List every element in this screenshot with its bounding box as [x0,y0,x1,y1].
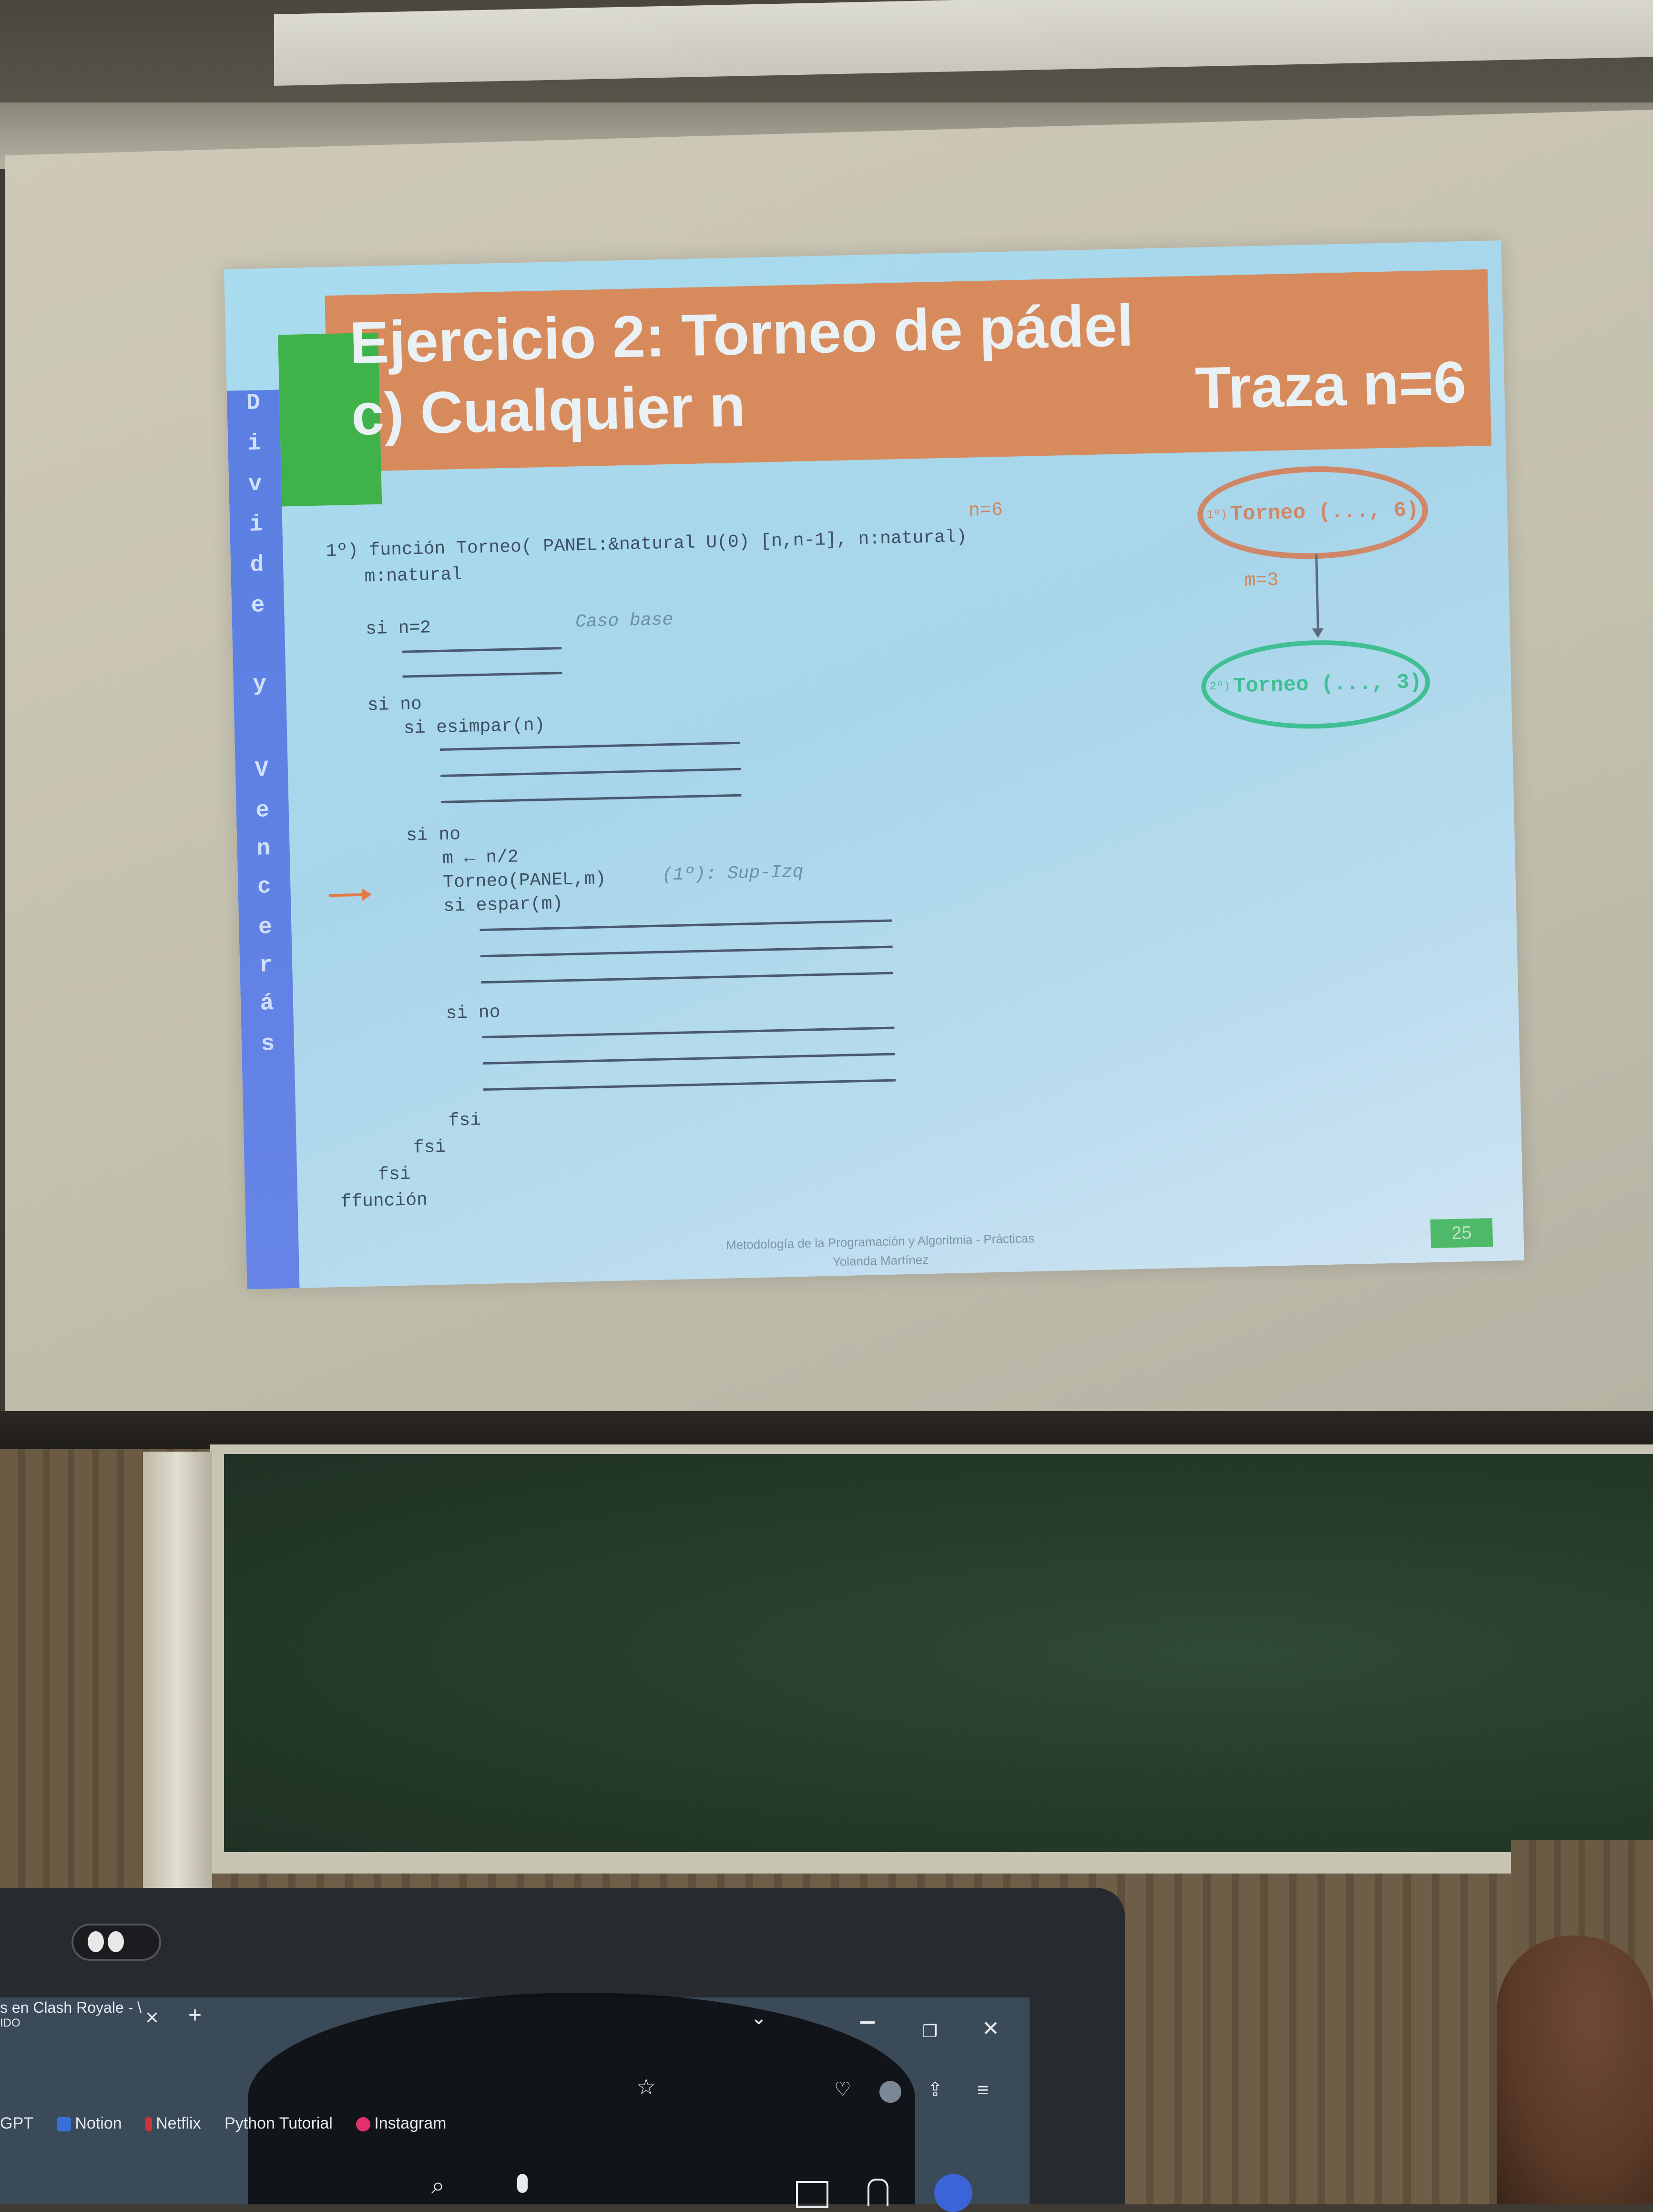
projected-slide [224,240,1524,1289]
sidebar-letter: y [252,671,267,697]
close-window-icon[interactable]: ✕ [982,2017,1000,2040]
sidebar-letter: s [260,1031,275,1057]
tree-edge [1315,554,1319,633]
sidebar-letter: e [251,593,265,619]
bookmark-gpt[interactable]: GPT [0,2114,33,2132]
netflix-icon [145,2117,152,2131]
avatar[interactable] [934,2174,972,2212]
code-else: si no [406,824,461,846]
blank-line [402,672,562,678]
blank-line [480,946,893,958]
edge-label: m=3 [1244,569,1279,592]
sidebar-letter: c [257,874,272,900]
profile-icon[interactable] [879,2081,901,2103]
bookmark-python-tutorial[interactable]: Python Tutorial [224,2114,333,2132]
code-fsi: fsi [378,1164,411,1186]
code-if-even: si espar(m) [443,893,563,917]
webcam-cover [71,1924,161,1961]
code-var: m:natural [364,564,463,587]
chevron-down-icon[interactable]: ⌄ [751,2007,767,2028]
sidebar-letter: d [250,552,265,578]
pocket-icon[interactable]: ♡ [834,2079,851,2100]
search-icon[interactable]: ⌕ [431,2172,445,2199]
sidebar-letter: i [247,430,262,457]
blank-line [480,920,892,932]
slide-subtitle: c) Cualquier n [350,373,746,448]
code-call: Torneo(PANEL,m) [442,869,606,893]
microphone-icon[interactable] [517,2174,528,2193]
code-else: si no [367,694,422,716]
blank-line [402,647,561,653]
blank-line [483,1053,895,1065]
notion-icon [57,2117,71,2131]
extensions-icon[interactable]: ⇪ [927,2079,943,2100]
tree-node-torneo-3 [1200,638,1431,731]
blank-line [482,1027,895,1039]
blank-line [481,972,893,984]
sidebar-letter: r [259,952,274,979]
blank-line [440,768,741,777]
bookmark-netflix[interactable]: Netflix [145,2114,201,2132]
slide-footer [570,1225,1190,1277]
node-prefix: 2º) [1209,680,1231,694]
bookmark-notion[interactable]: Notion [57,2114,122,2132]
restore-icon[interactable]: ❐ [922,2021,938,2041]
blank-line [483,1079,896,1091]
bookmarks-bar [0,2114,465,2133]
tab-subtitle: IDO [0,2017,20,2029]
tab-title: s en Clash Royale - \ [0,1999,142,2016]
page-number: 25 [1430,1218,1493,1248]
person-hair [1497,1936,1653,2204]
sidebar-letter: v [248,471,263,497]
sidebar-letter: i [249,512,264,538]
code-signature: 1º) función Torneo( PANEL:&natural U(0) [n,n-1], n:natural) [325,526,968,562]
code-fsi: fsi [413,1137,446,1158]
blank-line [440,742,740,751]
footer-author: Yolanda Martínez [832,1252,929,1269]
footer-course: Metodología de la Programación y Algoritmia - Prácticas [725,1230,1035,1252]
chalkboard [224,1454,1653,1852]
node-label: Torneo (..., 3) [1233,670,1422,698]
instagram-icon [356,2117,370,2131]
blank-line [441,794,741,803]
bookmark-instagram[interactable]: Instagram [356,2114,446,2132]
sidebar-letter: n [256,836,271,862]
n-label: n=6 [968,500,1003,522]
menu-icon[interactable]: ≡ [977,2079,989,2101]
screenshot-icon[interactable] [796,2181,828,2208]
code-fsi: fsi [448,1110,481,1131]
tree-node-torneo-6 [1196,464,1429,562]
minimize-icon[interactable] [860,2021,875,2024]
code-if-base: si n=2 [365,617,431,640]
sidebar-letter: e [255,798,270,824]
sidebar-letter: e [258,914,273,941]
new-tab-icon[interactable]: + [188,2003,202,2028]
trace-title: Traza n=6 [1194,349,1467,421]
foreground-shadow [248,1993,915,2204]
tab-close-icon[interactable]: × [145,2005,159,2030]
code-if-odd: si esimpar(n) [403,715,545,739]
sidebar-letter: D [246,390,261,416]
browser-tab[interactable] [0,1999,142,2030]
code-end: ffunción [340,1189,428,1212]
node-label: Torneo (..., 6) [1230,498,1419,527]
notification-icon[interactable] [867,2179,888,2206]
sidebar-letter: V [254,757,269,783]
sidebar-letter: á [259,991,274,1017]
code-assign: m ← n/2 [442,847,519,869]
code-comment-base: Caso base [575,609,673,633]
node-prefix: 1º) [1206,508,1228,522]
code-comment-call: (1º): Sup-Izq [662,861,804,886]
slide-title: Ejercicio 2: Torneo de pádel [349,292,1134,377]
current-line-arrow [329,893,367,897]
bookmark-star-icon[interactable]: ☆ [636,2074,656,2099]
code-else: si no [446,1002,501,1024]
